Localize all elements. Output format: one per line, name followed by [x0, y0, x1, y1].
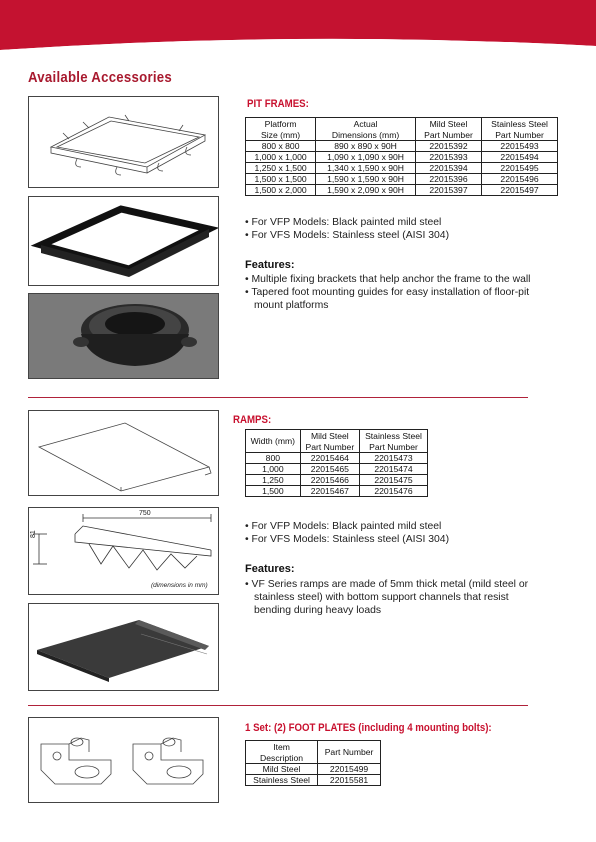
table-cell: 22015466: [300, 475, 359, 486]
table-row: [246, 141, 558, 152]
foot-guide-photo: [28, 293, 219, 379]
table-cell: 22015476: [360, 486, 428, 497]
ramp-length-label: 750: [139, 510, 151, 517]
ramps-table: [245, 429, 428, 497]
table-cell: 22015581: [318, 775, 381, 786]
pit-frames-features: [245, 273, 541, 312]
ramps-features: [245, 578, 545, 617]
table-cell: 22015464: [300, 453, 359, 464]
table-cell: 22015474: [360, 464, 428, 475]
column-header: Stainless Steel Part Number: [360, 430, 428, 453]
column-header: Mild Steel Part Number: [415, 118, 481, 141]
table-cell: 22015494: [482, 152, 558, 163]
page-title: Available Accessories: [28, 69, 172, 86]
table-cell: 800: [246, 453, 301, 464]
column-header: Stainless Steel Part Number: [482, 118, 558, 141]
table-cell: Mild Steel: [246, 764, 318, 775]
section-divider: [28, 705, 528, 706]
table-cell: 1,590 x 2,090 x 90H: [316, 185, 416, 196]
table-row: [246, 152, 558, 163]
foot-plates-drawing: [28, 717, 219, 803]
ramp-drawing: [28, 410, 219, 496]
table-cell: 22015394: [415, 163, 481, 174]
ramp-height-label: 81: [30, 530, 37, 538]
table-row: [246, 453, 428, 464]
table-row: [246, 163, 558, 174]
list-item: • VF Series ramps are made of 5mm thick metal (mild steel or stainless steel) with bottom support channels that resist bending during heavy loads: [245, 579, 529, 616]
table-cell: 1,000 x 1,000: [246, 152, 316, 163]
list-item: • Tapered foot mounting guides for easy installation of floor-pit mount platforms: [245, 287, 530, 311]
pit-frame-drawing: [28, 96, 219, 188]
table-cell: 22015465: [300, 464, 359, 475]
table-row: [246, 486, 428, 497]
table-cell: 1,500 x 2,000: [246, 185, 316, 196]
table-cell: 22015467: [300, 486, 359, 497]
column-header: Width (mm): [246, 430, 301, 453]
table-cell: 890 x 890 x 90H: [316, 141, 416, 152]
pit-frames-features-heading: Features:: [245, 259, 295, 271]
header-band: [0, 0, 596, 52]
table-cell: 22015396: [415, 174, 481, 185]
dimensions-caption: (dimensions in mm): [151, 582, 208, 589]
table-cell: 1,500 x 1,500: [246, 174, 316, 185]
table-cell: 22015493: [482, 141, 558, 152]
column-header: Item Description: [246, 741, 318, 764]
column-header: Mild Steel Part Number: [300, 430, 359, 453]
ramps-models: [245, 520, 545, 546]
foot-plates-heading: 1 Set: (2) FOOT PLATES (including 4 mounting bolts):: [245, 722, 492, 734]
table-cell: 1,090 x 1,090 x 90H: [316, 152, 416, 163]
table-row: [246, 775, 381, 786]
table-row: [246, 464, 428, 475]
table-cell: 1,340 x 1,590 x 90H: [316, 163, 416, 174]
table-cell: 22015497: [482, 185, 558, 196]
column-header: Actual Dimensions (mm): [316, 118, 416, 141]
table-cell: 22015499: [318, 764, 381, 775]
ramp-dimension-drawing: [28, 507, 219, 595]
table-cell: 1,500: [246, 486, 301, 497]
table-header-row: [246, 430, 428, 453]
list-item: • Multiple fixing brackets that help anchor the frame to the wall: [245, 274, 531, 285]
table-cell: 22015475: [360, 475, 428, 486]
table-cell: 22015495: [482, 163, 558, 174]
list-item: • For VFS Models: Stainless steel (AISI 304): [245, 230, 450, 241]
pit-frame-photo: [28, 196, 219, 286]
column-header: Platform Size (mm): [246, 118, 316, 141]
table-cell: 1,000: [246, 464, 301, 475]
table-cell: 1,250 x 1,500: [246, 163, 316, 174]
table-header-row: [246, 741, 381, 764]
pit-frames-heading: PIT FRAMES:: [247, 98, 309, 110]
pit-frames-table: [245, 117, 558, 196]
table-cell: 22015496: [482, 174, 558, 185]
table-cell: Stainless Steel: [246, 775, 318, 786]
table-cell: 800 x 800: [246, 141, 316, 152]
column-header: Part Number: [318, 741, 381, 764]
list-item: • For VFP Models: Black painted mild steel: [245, 217, 442, 228]
table-cell: 22015397: [415, 185, 481, 196]
table-cell: 1,590 x 1,590 x 90H: [316, 174, 416, 185]
table-cell: 22015473: [360, 453, 428, 464]
table-row: [246, 174, 558, 185]
table-row: [246, 764, 381, 775]
table-row: [246, 475, 428, 486]
table-row: [246, 185, 558, 196]
table-cell: 22015392: [415, 141, 481, 152]
section-divider: [28, 397, 528, 398]
pit-frames-models: [245, 216, 545, 242]
ramp-photo: [28, 603, 219, 691]
table-cell: 22015393: [415, 152, 481, 163]
ramps-heading: RAMPS:: [233, 414, 272, 426]
foot-plates-table: [245, 740, 381, 786]
ramps-features-heading: Features:: [245, 563, 295, 575]
table-header-row: [246, 118, 558, 141]
table-cell: 1,250: [246, 475, 301, 486]
list-item: • For VFS Models: Stainless steel (AISI 304): [245, 534, 450, 545]
list-item: • For VFP Models: Black painted mild steel: [245, 521, 442, 532]
